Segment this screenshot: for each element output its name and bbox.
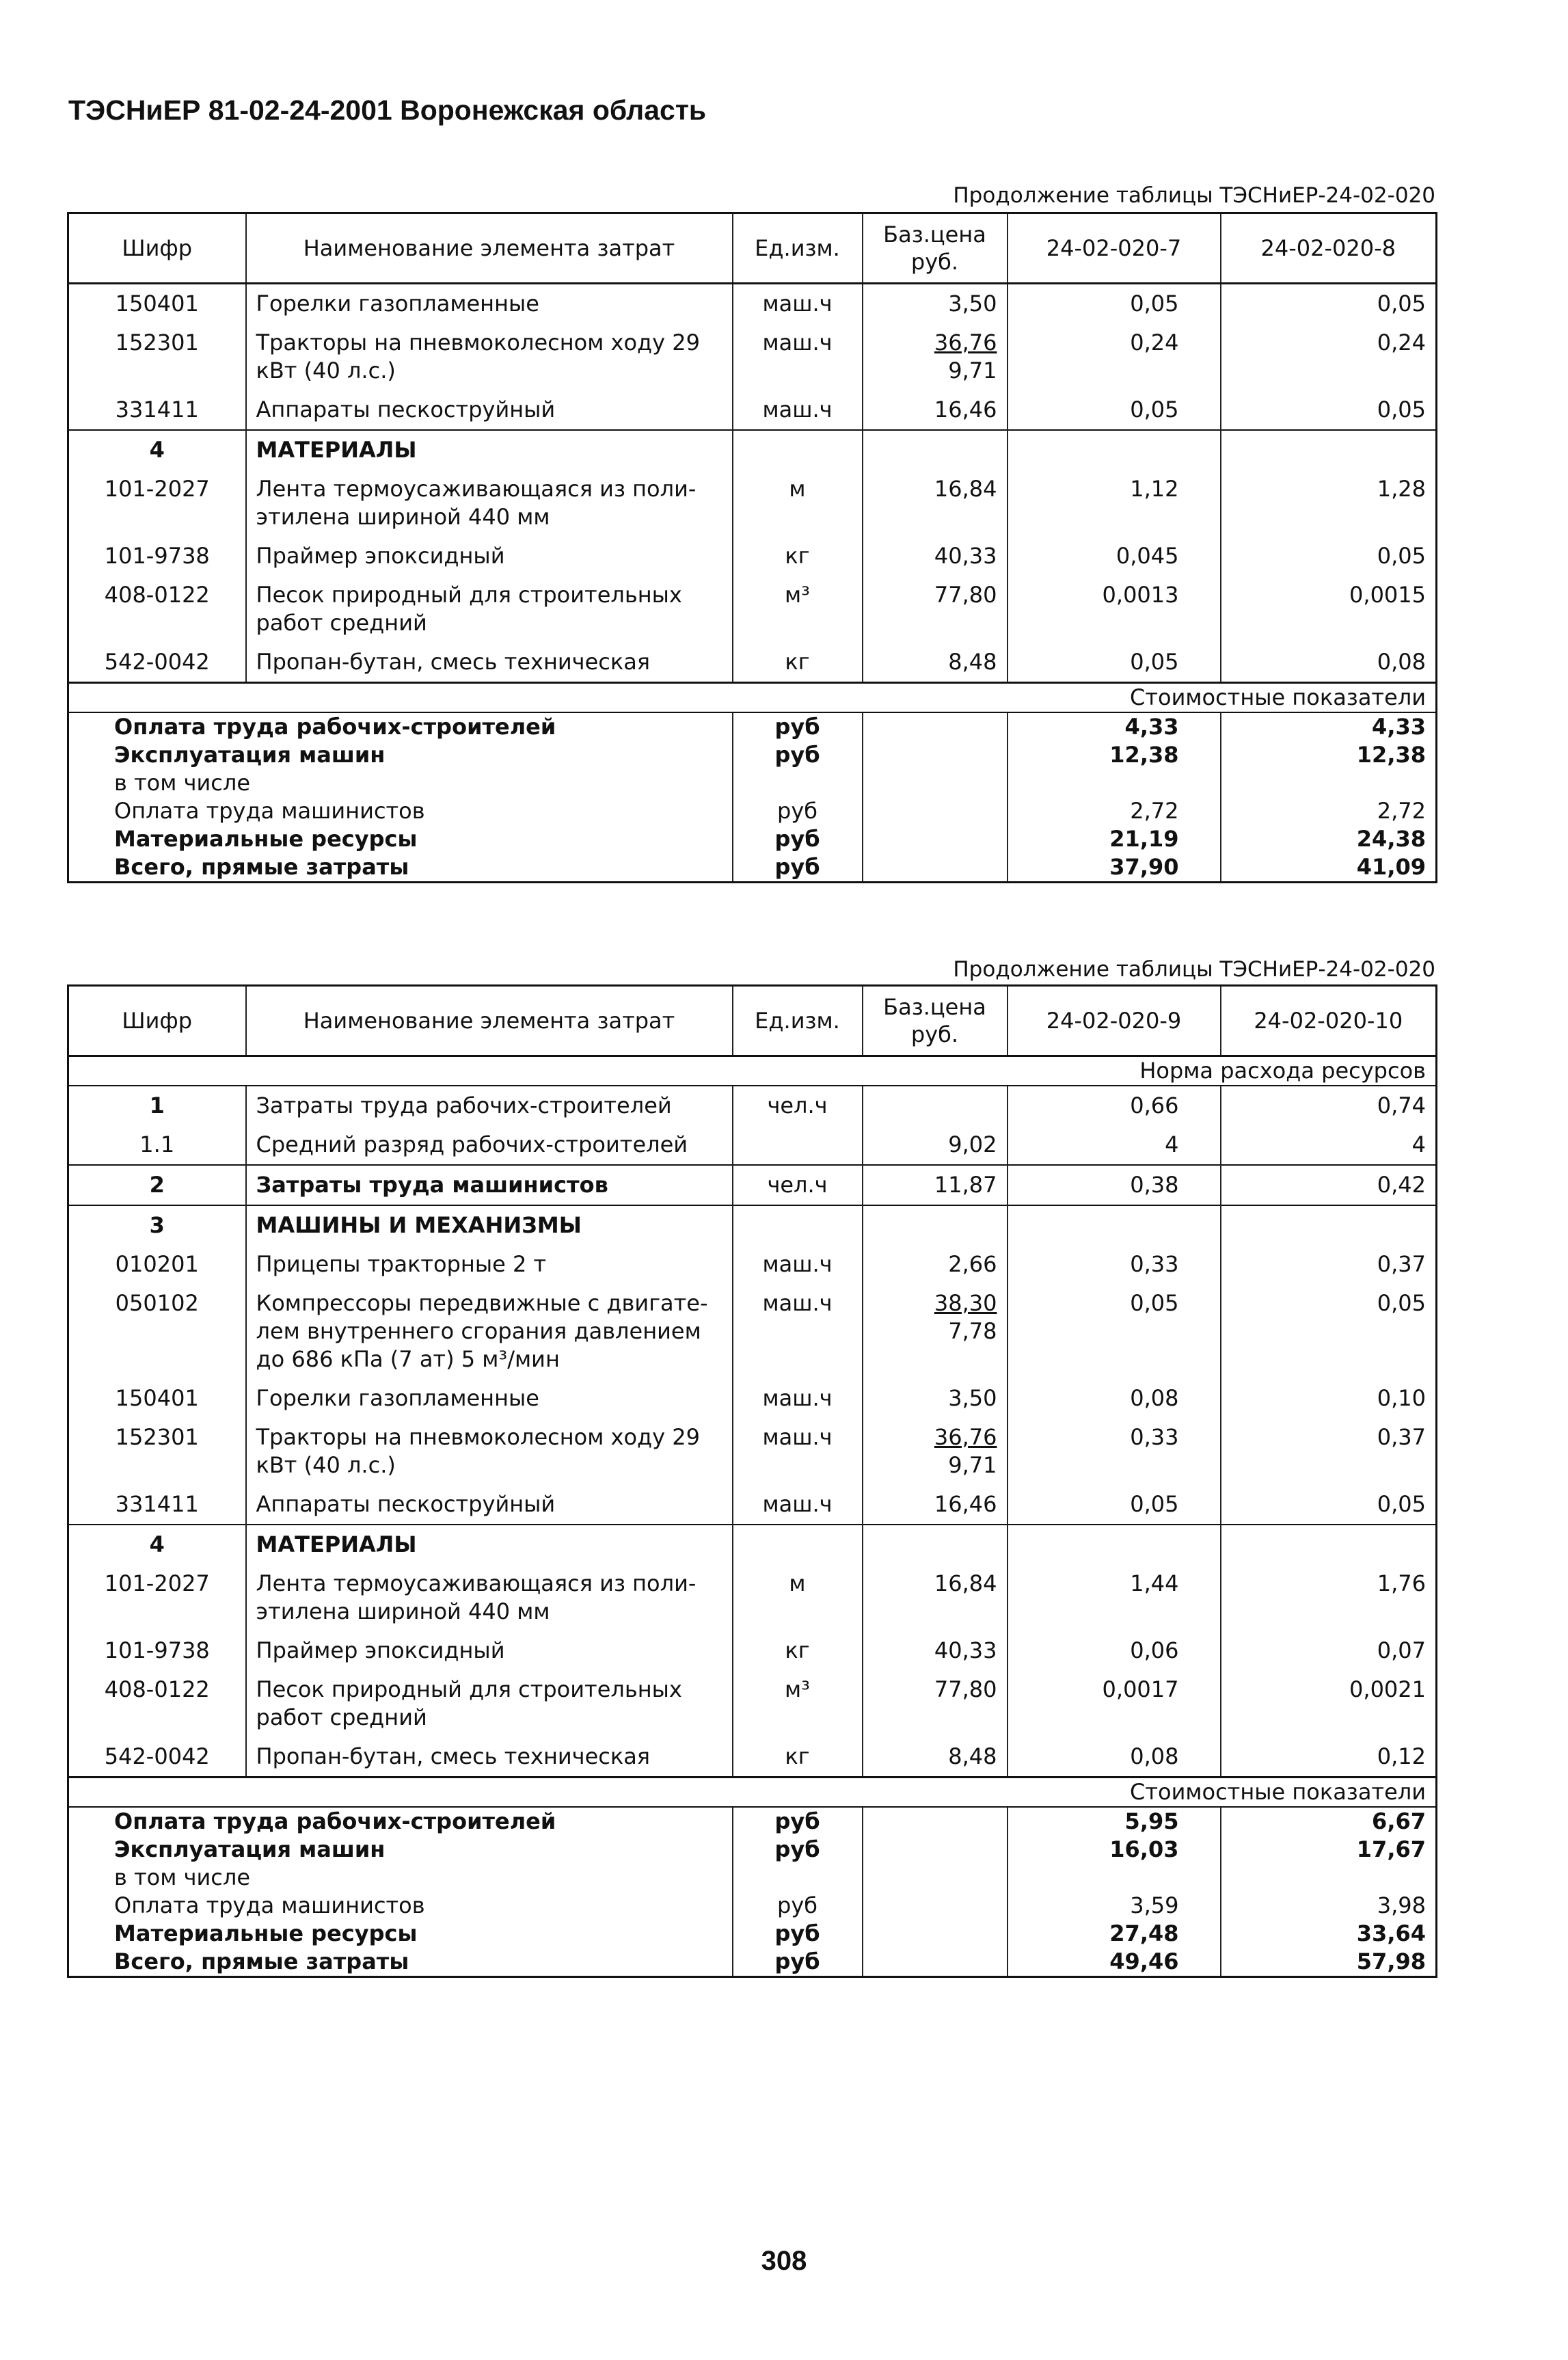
norm-value-b: 0,42 bbox=[1221, 1165, 1437, 1205]
cost-value-b: 41,09 bbox=[1221, 853, 1437, 883]
resource-price bbox=[863, 1737, 1008, 1778]
table1-body bbox=[68, 284, 1437, 883]
resource-name: Горелки газопламенные bbox=[246, 284, 733, 324]
cost-unit: руб bbox=[733, 853, 863, 883]
resource-row bbox=[68, 1379, 1437, 1418]
price-value: 11,87 bbox=[934, 1172, 997, 1198]
norm-band: Норма расхода ресурсов bbox=[68, 1056, 1437, 1086]
norm-value-b: 0,05 bbox=[1221, 537, 1437, 576]
resource-unit: м bbox=[733, 470, 863, 537]
resource-name: Аппараты пескоструйный bbox=[246, 390, 733, 430]
resource-code: 101-9738 bbox=[68, 1631, 246, 1670]
price-value: 36,76 bbox=[934, 1424, 997, 1450]
resource-row bbox=[68, 1670, 1437, 1737]
resource-price bbox=[863, 1125, 1008, 1165]
resource-name: Лента термоусаживающаяся из поли-этилена шириной 440 мм bbox=[246, 470, 733, 537]
norm-value-a: 0,05 bbox=[1008, 1485, 1221, 1525]
table1-header-row bbox=[68, 213, 1437, 284]
empty-cell bbox=[1221, 1525, 1437, 1564]
empty-cell bbox=[863, 1525, 1008, 1564]
price-value: 8,48 bbox=[948, 1743, 997, 1769]
resource-price bbox=[863, 1670, 1008, 1737]
price-value: 16,84 bbox=[934, 1570, 997, 1596]
norm-value-b: 0,37 bbox=[1221, 1245, 1437, 1284]
resource-unit: маш.ч bbox=[733, 390, 863, 430]
cost-value-b: 12,38 bbox=[1221, 741, 1437, 769]
resource-code: 050102 bbox=[68, 1284, 246, 1379]
norm-value-b: 1,28 bbox=[1221, 470, 1437, 537]
resource-name: Затраты труда рабочих-строителей bbox=[246, 1086, 733, 1125]
header-price-line2: руб. bbox=[910, 249, 959, 275]
header-price bbox=[863, 986, 1008, 1056]
norm-band-row bbox=[68, 1056, 1437, 1086]
price-value: 77,80 bbox=[934, 1676, 997, 1702]
resource-name: Прицепы тракторные 2 т bbox=[246, 1245, 733, 1284]
cost-summary-row bbox=[68, 1807, 1437, 1836]
resource-row bbox=[68, 1245, 1437, 1284]
cost-unit: руб bbox=[733, 741, 863, 769]
price-value: 40,33 bbox=[934, 543, 997, 569]
cost-unit: руб bbox=[733, 797, 863, 825]
norm-value-a: 0,66 bbox=[1008, 1086, 1221, 1125]
resource-price bbox=[863, 1485, 1008, 1525]
norm-value-b: 0,05 bbox=[1221, 390, 1437, 430]
resource-unit: маш.ч bbox=[733, 1418, 863, 1485]
norm-value-b: 1,76 bbox=[1221, 1564, 1437, 1631]
cost-label: Оплата труда машинистов bbox=[68, 1892, 733, 1920]
cost-label: в том числе bbox=[68, 769, 733, 797]
norm-value-b: 0,05 bbox=[1221, 284, 1437, 324]
empty-cell bbox=[863, 712, 1008, 741]
norm-value-a: 0,08 bbox=[1008, 1737, 1221, 1778]
norm-value-b: 0,07 bbox=[1221, 1631, 1437, 1670]
header-col-a: 24-02-020-7 bbox=[1008, 213, 1221, 284]
cost-summary-row bbox=[68, 712, 1437, 741]
norm-value-a: 0,045 bbox=[1008, 537, 1221, 576]
resource-name: Песок природный для строительных работ средний bbox=[246, 576, 733, 643]
resource-price bbox=[863, 1086, 1008, 1125]
resource-unit: чел.ч bbox=[733, 1165, 863, 1205]
norm-value-a: 0,24 bbox=[1008, 323, 1221, 390]
table2-norm-table bbox=[67, 984, 1437, 1978]
resource-price bbox=[863, 470, 1008, 537]
empty-cell bbox=[863, 1892, 1008, 1920]
price-value: 16,46 bbox=[934, 1491, 997, 1517]
header-unit: Ед.изм. bbox=[733, 986, 863, 1056]
resource-row bbox=[68, 1165, 1437, 1205]
empty-cell bbox=[733, 1205, 863, 1245]
empty-cell bbox=[863, 769, 1008, 797]
cost-value-a: 27,48 bbox=[1008, 1920, 1221, 1948]
resource-name: Лента термоусаживающаяся из поли-этилена шириной 440 мм bbox=[246, 1564, 733, 1631]
cost-band-row bbox=[68, 1778, 1437, 1808]
norm-value-a: 1,12 bbox=[1008, 470, 1221, 537]
norm-value-b: 0,0015 bbox=[1221, 576, 1437, 643]
document-title: ТЭСНиЕР 81-02-24-2001 Воронежская область bbox=[68, 94, 707, 126]
empty-cell bbox=[863, 825, 1008, 853]
cost-value-b: 3,98 bbox=[1221, 1892, 1437, 1920]
resource-code: 542-0042 bbox=[68, 1737, 246, 1778]
table2-header-row bbox=[68, 986, 1437, 1056]
resource-row bbox=[68, 1086, 1437, 1125]
empty-cell bbox=[733, 430, 863, 470]
resource-name: Тракторы на пневмоколесном ходу 29 кВт (40 л.с.) bbox=[246, 323, 733, 390]
cost-value-a: 5,95 bbox=[1008, 1807, 1221, 1836]
cost-band-row bbox=[68, 683, 1437, 713]
header-code: Шифр bbox=[68, 986, 246, 1056]
cost-summary-row bbox=[68, 853, 1437, 883]
norm-value-a: 1,44 bbox=[1008, 1564, 1221, 1631]
cost-value-b bbox=[1221, 769, 1437, 797]
empty-cell bbox=[863, 430, 1008, 470]
norm-value-a: 0,05 bbox=[1008, 284, 1221, 324]
resource-unit: маш.ч bbox=[733, 1379, 863, 1418]
cost-summary-row bbox=[68, 1892, 1437, 1920]
resource-row bbox=[68, 1125, 1437, 1165]
cost-value-a: 16,03 bbox=[1008, 1836, 1221, 1864]
resource-unit: кг bbox=[733, 1737, 863, 1778]
cost-summary-row bbox=[68, 797, 1437, 825]
cost-label: в том числе bbox=[68, 1864, 733, 1892]
norm-value-b: 0,24 bbox=[1221, 323, 1437, 390]
header-price-line1: Баз.цена bbox=[883, 222, 986, 247]
resource-unit: кг bbox=[733, 1631, 863, 1670]
cost-value-a bbox=[1008, 1864, 1221, 1892]
empty-cell bbox=[863, 1836, 1008, 1864]
resource-unit: м³ bbox=[733, 576, 863, 643]
norm-value-a: 0,38 bbox=[1008, 1165, 1221, 1205]
cost-summary-row bbox=[68, 825, 1437, 853]
norm-value-b: 0,08 bbox=[1221, 643, 1437, 683]
resource-row bbox=[68, 576, 1437, 643]
cost-unit bbox=[733, 769, 863, 797]
resource-code: 408-0122 bbox=[68, 576, 246, 643]
header-price-line2: руб. bbox=[910, 1021, 959, 1047]
price-secondary-value: 9,71 bbox=[948, 1452, 997, 1478]
section-number: 4 bbox=[68, 430, 246, 470]
cost-label: Всего, прямые затраты bbox=[68, 1948, 733, 1977]
price-secondary-value: 9,71 bbox=[948, 358, 997, 384]
price-secondary-value: 7,78 bbox=[948, 1318, 997, 1344]
header-col-a: 24-02-020-9 bbox=[1008, 986, 1221, 1056]
cost-unit: руб bbox=[733, 1920, 863, 1948]
resource-price bbox=[863, 1418, 1008, 1485]
resource-price bbox=[863, 1564, 1008, 1631]
resource-code: 408-0122 bbox=[68, 1670, 246, 1737]
resource-unit: маш.ч bbox=[733, 1284, 863, 1379]
cost-label: Оплата труда рабочих-строителей bbox=[68, 712, 733, 741]
resource-unit: маш.ч bbox=[733, 1485, 863, 1525]
norm-value-a: 0,0017 bbox=[1008, 1670, 1221, 1737]
empty-cell bbox=[863, 1205, 1008, 1245]
price-value: 3,50 bbox=[948, 291, 997, 317]
header-name: Наименование элемента затрат bbox=[246, 213, 733, 284]
norm-value-b: 0,10 bbox=[1221, 1379, 1437, 1418]
resource-unit: маш.ч bbox=[733, 323, 863, 390]
resource-row bbox=[68, 1284, 1437, 1379]
resource-name: Праймер эпоксидный bbox=[246, 537, 733, 576]
table2-caption: Продолжение таблицы ТЭСНиЕР-24-02-020 bbox=[953, 957, 1435, 982]
norm-value-b: 4 bbox=[1221, 1125, 1437, 1165]
resource-name: Затраты труда машинистов bbox=[246, 1165, 733, 1205]
resource-unit: маш.ч bbox=[733, 1245, 863, 1284]
header-price bbox=[863, 213, 1008, 284]
resource-code: 1 bbox=[68, 1086, 246, 1125]
resource-name: Песок природный для строительных работ средний bbox=[246, 1670, 733, 1737]
cost-band: Стоимостные показатели bbox=[68, 1778, 1437, 1808]
resource-price bbox=[863, 643, 1008, 683]
price-value: 16,84 bbox=[934, 476, 997, 502]
norm-value-a: 0,05 bbox=[1008, 390, 1221, 430]
price-value: 36,76 bbox=[934, 330, 997, 356]
norm-value-a: 0,33 bbox=[1008, 1418, 1221, 1485]
empty-cell bbox=[1008, 1205, 1221, 1245]
cost-value-b: 24,38 bbox=[1221, 825, 1437, 853]
price-value: 3,50 bbox=[948, 1385, 997, 1411]
resource-row bbox=[68, 1418, 1437, 1485]
price-value: 38,30 bbox=[934, 1290, 997, 1316]
page-number: 308 bbox=[761, 2246, 807, 2276]
header-col-b: 24-02-020-10 bbox=[1221, 986, 1437, 1056]
cost-label: Эксплуатация машин bbox=[68, 1836, 733, 1864]
resource-row bbox=[68, 284, 1437, 324]
price-value: 40,33 bbox=[934, 1637, 997, 1663]
cost-value-b: 57,98 bbox=[1221, 1948, 1437, 1977]
norm-value-a: 0,05 bbox=[1008, 1284, 1221, 1379]
resource-code: 152301 bbox=[68, 1418, 246, 1485]
resource-row bbox=[68, 323, 1437, 390]
cost-label: Оплата труда машинистов bbox=[68, 797, 733, 825]
resource-unit: маш.ч bbox=[733, 284, 863, 324]
cost-summary-row bbox=[68, 1836, 1437, 1864]
resource-price bbox=[863, 1284, 1008, 1379]
empty-cell bbox=[1221, 1205, 1437, 1245]
resource-code: 331411 bbox=[68, 1485, 246, 1525]
cost-value-b: 33,64 bbox=[1221, 1920, 1437, 1948]
price-value: 8,48 bbox=[948, 649, 997, 675]
cost-unit: руб bbox=[733, 1807, 863, 1836]
price-value: 77,80 bbox=[934, 582, 997, 608]
norm-value-b: 0,05 bbox=[1221, 1485, 1437, 1525]
resource-price bbox=[863, 284, 1008, 324]
cost-value-a: 2,72 bbox=[1008, 797, 1221, 825]
section-number: 3 bbox=[68, 1205, 246, 1245]
cost-value-b bbox=[1221, 1864, 1437, 1892]
resource-unit: чел.ч bbox=[733, 1086, 863, 1125]
resource-row bbox=[68, 470, 1437, 537]
cost-summary-row bbox=[68, 1920, 1437, 1948]
resource-name: Горелки газопламенные bbox=[246, 1379, 733, 1418]
cost-value-b: 2,72 bbox=[1221, 797, 1437, 825]
section-title: МАШИНЫ И МЕХАНИЗМЫ bbox=[246, 1205, 733, 1245]
section-number: 4 bbox=[68, 1525, 246, 1564]
resource-row bbox=[68, 1631, 1437, 1670]
cost-summary-row bbox=[68, 769, 1437, 797]
section-row bbox=[68, 430, 1437, 470]
cost-label: Оплата труда рабочих-строителей bbox=[68, 1807, 733, 1836]
cost-label: Эксплуатация машин bbox=[68, 741, 733, 769]
cost-summary-row bbox=[68, 1948, 1437, 1977]
cost-unit: руб bbox=[733, 1892, 863, 1920]
cost-label: Всего, прямые затраты bbox=[68, 853, 733, 883]
cost-label: Материальные ресурсы bbox=[68, 825, 733, 853]
empty-cell bbox=[863, 1864, 1008, 1892]
empty-cell bbox=[863, 1807, 1008, 1836]
resource-code: 2 bbox=[68, 1165, 246, 1205]
resource-name: Пропан-бутан, смесь техническая bbox=[246, 1737, 733, 1778]
cost-value-a: 37,90 bbox=[1008, 853, 1221, 883]
cost-value-a: 3,59 bbox=[1008, 1892, 1221, 1920]
resource-name: Аппараты пескоструйный bbox=[246, 1485, 733, 1525]
resource-price bbox=[863, 537, 1008, 576]
resource-unit: м bbox=[733, 1564, 863, 1631]
header-code: Шифр bbox=[68, 213, 246, 284]
cost-summary-row bbox=[68, 1864, 1437, 1892]
cost-value-a: 49,46 bbox=[1008, 1948, 1221, 1977]
cost-label: Материальные ресурсы bbox=[68, 1920, 733, 1948]
resource-row bbox=[68, 1564, 1437, 1631]
norm-value-a: 0,05 bbox=[1008, 643, 1221, 683]
empty-cell bbox=[863, 1920, 1008, 1948]
resource-price bbox=[863, 390, 1008, 430]
header-name: Наименование элемента затрат bbox=[246, 986, 733, 1056]
resource-row bbox=[68, 1737, 1437, 1778]
resource-unit: кг bbox=[733, 643, 863, 683]
resource-code: 331411 bbox=[68, 390, 246, 430]
resource-price bbox=[863, 1245, 1008, 1284]
resource-price bbox=[863, 1165, 1008, 1205]
resource-name: Праймер эпоксидный bbox=[246, 1631, 733, 1670]
cost-unit: руб bbox=[733, 1948, 863, 1977]
norm-value-a: 0,06 bbox=[1008, 1631, 1221, 1670]
resource-code: 542-0042 bbox=[68, 643, 246, 683]
header-col-b: 24-02-020-8 bbox=[1221, 213, 1437, 284]
cost-unit: руб bbox=[733, 825, 863, 853]
cost-value-b: 17,67 bbox=[1221, 1836, 1437, 1864]
resource-price bbox=[863, 323, 1008, 390]
resource-row bbox=[68, 390, 1437, 430]
norm-value-a: 0,0013 bbox=[1008, 576, 1221, 643]
resource-name: Компрессоры передвижные с двигате-лем внутреннего сгорания давлением до 686 кПа (7 ат) 5 м³/мин bbox=[246, 1284, 733, 1379]
resource-code: 150401 bbox=[68, 1379, 246, 1418]
resource-unit: м³ bbox=[733, 1670, 863, 1737]
norm-value-a: 4 bbox=[1008, 1125, 1221, 1165]
table1-norm-table bbox=[67, 212, 1437, 883]
cost-band: Стоимостные показатели bbox=[68, 683, 1437, 713]
resource-code: 101-2027 bbox=[68, 1564, 246, 1631]
price-value: 16,46 bbox=[934, 397, 997, 423]
resource-code: 152301 bbox=[68, 323, 246, 390]
resource-unit bbox=[733, 1125, 863, 1165]
resource-code: 101-2027 bbox=[68, 470, 246, 537]
header-price-line1: Баз.цена bbox=[883, 994, 986, 1020]
cost-summary-row bbox=[68, 741, 1437, 769]
section-title: МАТЕРИАЛЫ bbox=[246, 1525, 733, 1564]
norm-value-b: 0,0021 bbox=[1221, 1670, 1437, 1737]
norm-value-a: 0,33 bbox=[1008, 1245, 1221, 1284]
empty-cell bbox=[863, 797, 1008, 825]
cost-value-a bbox=[1008, 769, 1221, 797]
resource-code: 101-9738 bbox=[68, 537, 246, 576]
cost-value-b: 6,67 bbox=[1221, 1807, 1437, 1836]
price-value: 2,66 bbox=[948, 1251, 997, 1277]
resource-name: Пропан-бутан, смесь техническая bbox=[246, 643, 733, 683]
section-row bbox=[68, 1525, 1437, 1564]
empty-cell bbox=[863, 853, 1008, 883]
resource-row bbox=[68, 1485, 1437, 1525]
cost-unit: руб bbox=[733, 712, 863, 741]
resource-price bbox=[863, 1379, 1008, 1418]
norm-value-b: 0,12 bbox=[1221, 1737, 1437, 1778]
cost-unit: руб bbox=[733, 1836, 863, 1864]
section-row bbox=[68, 1205, 1437, 1245]
empty-cell bbox=[1221, 430, 1437, 470]
cost-value-b: 4,33 bbox=[1221, 712, 1437, 741]
resource-name: Средний разряд рабочих-строителей bbox=[246, 1125, 733, 1165]
table2-body bbox=[68, 1056, 1437, 1977]
resource-name: Тракторы на пневмоколесном ходу 29 кВт (40 л.с.) bbox=[246, 1418, 733, 1485]
section-title: МАТЕРИАЛЫ bbox=[246, 430, 733, 470]
norm-value-b: 0,05 bbox=[1221, 1284, 1437, 1379]
empty-cell bbox=[863, 1948, 1008, 1977]
header-unit: Ед.изм. bbox=[733, 213, 863, 284]
resource-code: 010201 bbox=[68, 1245, 246, 1284]
norm-value-b: 0,74 bbox=[1221, 1086, 1437, 1125]
resource-row bbox=[68, 643, 1437, 683]
norm-value-b: 0,37 bbox=[1221, 1418, 1437, 1485]
resource-price bbox=[863, 576, 1008, 643]
resource-row bbox=[68, 537, 1437, 576]
resource-price bbox=[863, 1631, 1008, 1670]
price-value: 9,02 bbox=[948, 1131, 997, 1157]
empty-cell bbox=[1008, 1525, 1221, 1564]
empty-cell bbox=[733, 1525, 863, 1564]
cost-value-a: 12,38 bbox=[1008, 741, 1221, 769]
cost-value-a: 21,19 bbox=[1008, 825, 1221, 853]
norm-value-a: 0,08 bbox=[1008, 1379, 1221, 1418]
resource-unit: кг bbox=[733, 537, 863, 576]
cost-value-a: 4,33 bbox=[1008, 712, 1221, 741]
table1-caption: Продолжение таблицы ТЭСНиЕР-24-02-020 bbox=[953, 183, 1435, 208]
empty-cell bbox=[863, 741, 1008, 769]
empty-cell bbox=[1008, 430, 1221, 470]
cost-unit bbox=[733, 1864, 863, 1892]
resource-code: 1.1 bbox=[68, 1125, 246, 1165]
resource-code: 150401 bbox=[68, 284, 246, 324]
